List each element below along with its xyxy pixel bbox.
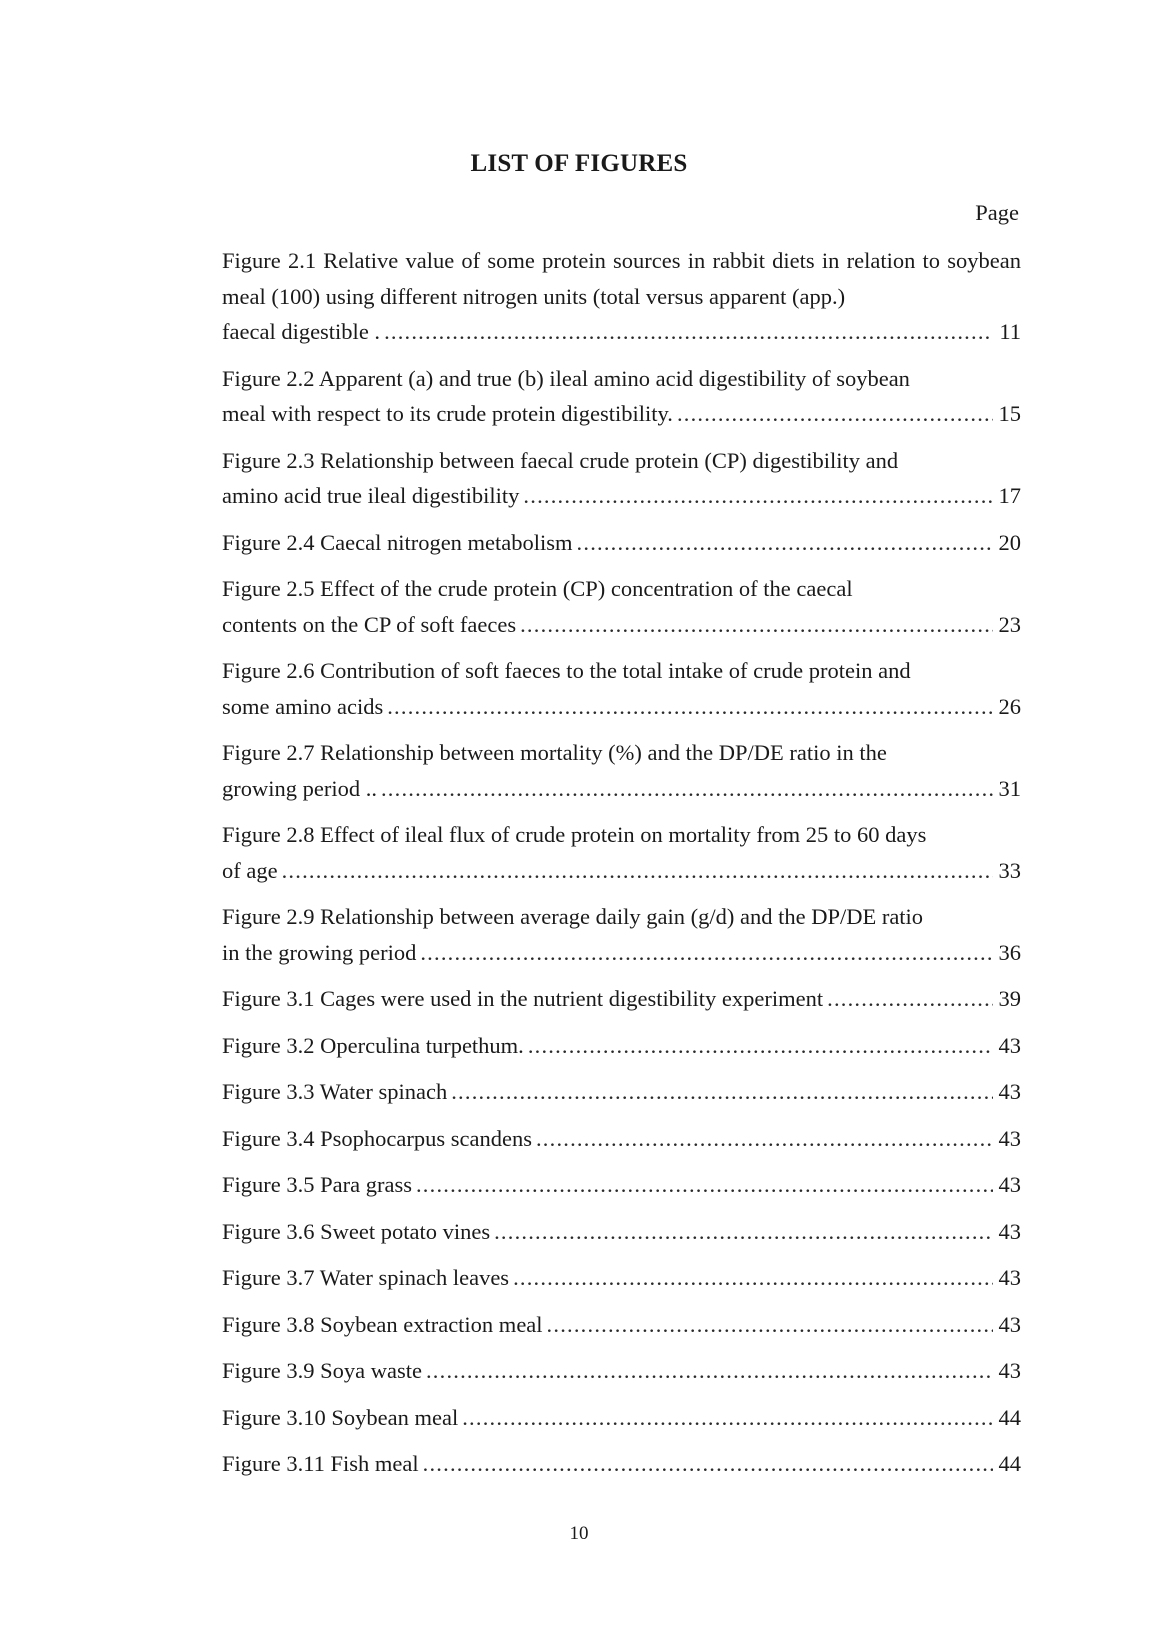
- figure-entry-line: [222, 1214, 1021, 1250]
- page-column-label: Page: [975, 200, 1019, 225]
- figure-entry-lead: Figure 3.4 Psophocarpus scandens: [222, 1125, 532, 1151]
- dot-leader: [423, 1446, 993, 1482]
- figure-entry-lead: Figure 3.2 Operculina turpethum.: [222, 1032, 524, 1058]
- figure-entry: [222, 1400, 1021, 1436]
- figure-entry: [222, 571, 1021, 642]
- dot-leader: [528, 1028, 993, 1064]
- dot-leader: [387, 689, 993, 725]
- figure-page-number: 11: [999, 319, 1021, 344]
- figure-page-number: 33: [998, 857, 1021, 883]
- figure-page-number: 23: [998, 611, 1021, 637]
- figure-entry-line: [222, 853, 1021, 889]
- figure-entry-lead: Figure 3.3 Water spinach: [222, 1079, 448, 1104]
- figure-entry-lead: faecal digestible .: [222, 319, 381, 344]
- figure-entry: [222, 1446, 1021, 1482]
- figure-entry: [222, 1353, 1021, 1389]
- figure-entry: [222, 1074, 1021, 1110]
- figure-entry-line: [222, 935, 1021, 971]
- figure-entry-lead: Figure 3.11 Fish meal: [222, 1451, 419, 1476]
- figure-entry-lead: Figure 3.10 Soybean meal: [222, 1404, 459, 1430]
- dot-leader: [420, 935, 993, 971]
- figure-entry-line: [222, 607, 1021, 643]
- figure-entry-caption: Figure 2.6 Contribution of soft faeces to the total intake of crude protein and: [222, 658, 911, 683]
- figure-entry-caption: Figure 2.9 Relationship between average daily gain (g/d) and the DP/DE ratio: [222, 904, 924, 929]
- figure-entry: [222, 1307, 1021, 1343]
- figure-entry-line: [222, 1167, 1021, 1203]
- figure-page-number: 20: [998, 529, 1021, 555]
- figure-entry-lead: Figure 3.5 Para grass: [222, 1172, 412, 1197]
- figure-page-number: 26: [998, 693, 1021, 719]
- figure-entry-line: [222, 1353, 1021, 1389]
- figure-page-number: 43: [998, 1032, 1021, 1058]
- dot-leader: [520, 607, 993, 643]
- dot-leader: [462, 1400, 993, 1436]
- figure-page-number: 15: [998, 401, 1021, 426]
- figure-entry: [222, 1167, 1021, 1203]
- figure-entry-line: [222, 1121, 1021, 1157]
- figure-entry: [222, 817, 1021, 888]
- dot-leader: [416, 1167, 993, 1203]
- figure-entry-lead: Figure 3.9 Soya waste: [222, 1358, 422, 1383]
- figure-page-number: 36: [998, 939, 1021, 965]
- figure-entry-caption: Figure 2.1 Relative value of some protein sources in rabbit diets in relation to soybean meal (100) using different nitrogen units (total versus apparent (app.): [222, 248, 1021, 309]
- figure-entry-caption: Figure 2.8 Effect of ileal flux of crude protein on mortality from 25 to 60 days: [222, 822, 927, 847]
- figure-page-number: 43: [998, 1125, 1021, 1151]
- figure-entry-line: [222, 1446, 1021, 1482]
- figure-entry-line: [222, 314, 1021, 350]
- figure-list: [222, 243, 1021, 1493]
- figure-entry-lead: Figure 3.6 Sweet potato vines: [222, 1218, 491, 1244]
- figure-entry: [222, 243, 1021, 350]
- figure-entry-line: [222, 525, 1021, 561]
- dot-leader: [384, 314, 993, 350]
- figure-entry-lead: Figure 3.7 Water spinach leaves: [222, 1265, 510, 1290]
- figure-entry-line: [222, 478, 1021, 514]
- dot-leader: [282, 853, 993, 889]
- figure-entry-lead: of age: [222, 857, 278, 883]
- dot-leader: [536, 1121, 993, 1157]
- figure-entry-line: [222, 771, 1021, 807]
- dot-leader: [677, 396, 993, 432]
- figure-entry-line: [222, 1260, 1021, 1296]
- figure-entry-caption: Figure 2.3 Relationship between faecal crude protein (CP) digestibility and: [222, 447, 899, 473]
- dot-leader: [523, 478, 993, 514]
- figure-page-number: 44: [998, 1451, 1021, 1476]
- figure-page-number: 17: [998, 483, 1021, 508]
- page-number: 10: [569, 1523, 589, 1544]
- figure-entry-lead: in the growing period: [222, 939, 417, 965]
- figure-entry: [222, 1214, 1021, 1250]
- dot-leader: [426, 1353, 993, 1389]
- figure-page-number: 31: [998, 775, 1021, 801]
- figure-entry: [222, 443, 1021, 514]
- figure-entry-lead: growing period ..: [222, 775, 377, 801]
- page-title: LIST OF FIGURES: [470, 150, 688, 177]
- figure-entry-lead: Figure 2.4 Caecal nitrogen metabolism: [222, 529, 573, 555]
- figure-page-number: 43: [998, 1358, 1021, 1383]
- dot-leader: [547, 1307, 993, 1343]
- figure-entry-lead: some amino acids: [222, 693, 384, 719]
- figure-page-number: 43: [998, 1218, 1021, 1244]
- figure-entry: [222, 361, 1021, 432]
- figure-page-number: 39: [998, 986, 1021, 1011]
- figure-page-number: 44: [998, 1404, 1021, 1430]
- figure-entry: [222, 653, 1021, 724]
- figure-entry-line: [222, 1400, 1021, 1436]
- figure-entry-caption: Figure 2.2 Apparent (a) and true (b) ileal amino acid digestibility of soybean: [222, 365, 910, 391]
- figure-page-number: 43: [998, 1172, 1021, 1197]
- figure-entry-caption: Figure 2.7 Relationship between mortality (%) and the DP/DE ratio in the: [222, 740, 887, 765]
- figure-entry: [222, 1260, 1021, 1296]
- figure-entry-line: [222, 396, 1021, 432]
- figure-entry-line: [222, 689, 1021, 725]
- figure-entry-lead: Figure 3.8 Soybean extraction meal: [222, 1311, 543, 1337]
- figure-entry: [222, 735, 1021, 806]
- figure-entry-lead: meal with respect to its crude protein digestibility.: [222, 401, 673, 426]
- figure-entry: [222, 899, 1021, 970]
- dot-leader: [827, 981, 993, 1017]
- figure-page-number: 43: [998, 1079, 1021, 1104]
- figure-entry: [222, 525, 1021, 561]
- dot-leader: [381, 771, 993, 807]
- figure-entry-lead: Figure 3.1 Cages were used in the nutrient digestibility experiment: [222, 986, 824, 1011]
- figure-entry: [222, 1028, 1021, 1064]
- figure-entry-lead: amino acid true ileal digestibility: [222, 483, 520, 508]
- dot-leader: [513, 1260, 993, 1296]
- figure-page-number: 43: [998, 1265, 1021, 1290]
- figure-entry: [222, 981, 1021, 1017]
- figure-entry-line: [222, 1307, 1021, 1343]
- figure-entry: [222, 1121, 1021, 1157]
- figure-page-number: 43: [998, 1311, 1021, 1337]
- figure-entry-line: [222, 1074, 1021, 1110]
- dot-leader: [451, 1074, 993, 1110]
- figure-entry-lead: contents on the CP of soft faeces: [222, 611, 517, 637]
- dot-leader: [494, 1214, 993, 1250]
- figure-entry-line: [222, 981, 1021, 1017]
- figure-entry-caption: Figure 2.5 Effect of the crude protein (CP) concentration of the caecal: [222, 576, 853, 601]
- dot-leader: [577, 525, 993, 561]
- figure-entry-line: [222, 1028, 1021, 1064]
